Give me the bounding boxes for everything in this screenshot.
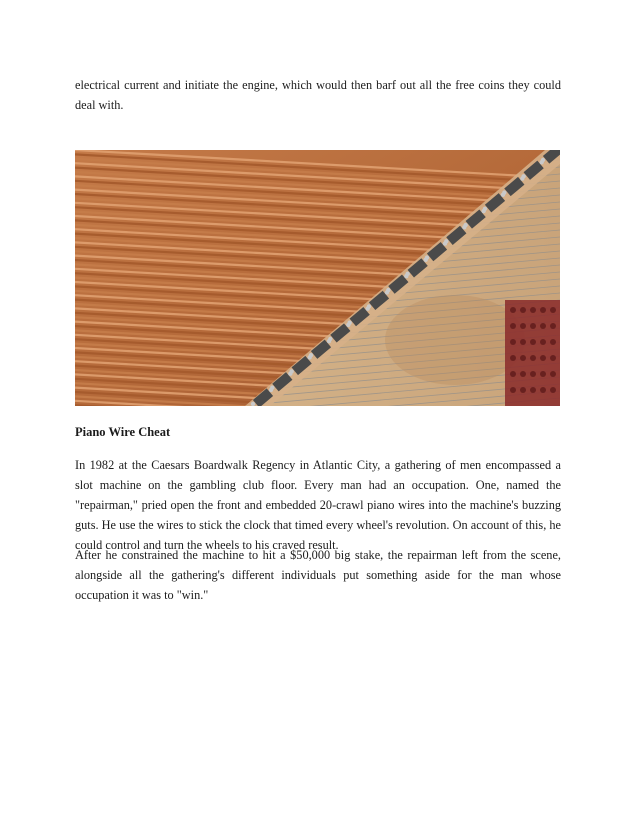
paragraph-continued: electrical current and initiate the engine, which would then barf out all the free coins they could deal with.	[75, 78, 561, 112]
paragraph-story: In 1982 at the Caesars Boardwalk Regency in Atlantic City, a gathering of men encompassed a slot machine on the gambling club floor. Every man had an occupation. One, named the "repairman," pried open the front and embedded 20-crawl piano wires into the machine's buzzing guts. He use the wires to stick the clock that timed every wheel's revolution. On account of this, he could control and turn the wheels to his craved result.	[75, 458, 561, 552]
piano-wire-photo	[75, 150, 560, 406]
paragraph-ending: After he constrained the machine to hit a $50,000 big stake, the repairman left from the scene, alongside all the gathering's different individuals put something aside for the man whose occupation it was to "win."	[75, 548, 561, 602]
section-heading: Piano Wire Cheat	[75, 425, 171, 439]
